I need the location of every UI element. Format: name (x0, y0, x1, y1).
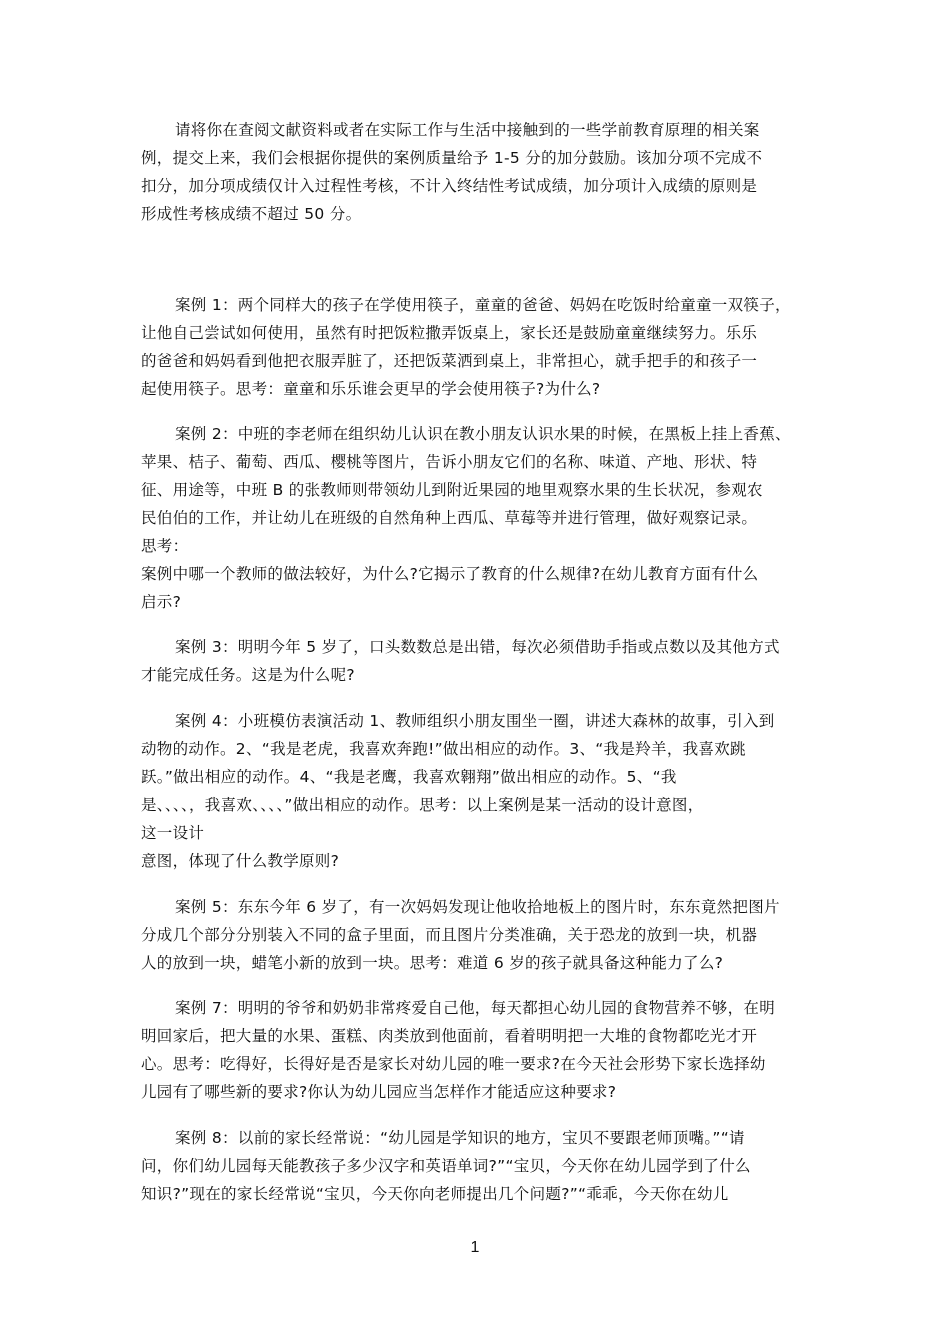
page-number: 1 (470, 1239, 480, 1256)
case-7-line: 案例 7：明明的爷爷和奶奶非常疼爱自己他，每天都担心幼儿园的食物营养不够，在明 (175, 999, 775, 1017)
case-3-line: 才能完成任务。这是为什么呢? (141, 666, 355, 684)
case-2-line: 思考： (141, 537, 189, 555)
case-5-line: 案例 5：东东今年 6 岁了，有一次妈妈发现让他收拾地板上的图片时，东东竟然把图片 (175, 898, 780, 916)
case-1-line: 起使用筷子。思考：童童和乐乐谁会更早的学会使用筷子?为什么? (141, 380, 601, 398)
case-8-line: 问，你们幼儿园每天能教孩子多少汉字和英语单词?”“宝贝，今天你在幼儿园学到了什么 (141, 1157, 751, 1175)
case-2-line: 民伯伯的工作，并让幼儿在班级的自然角种上西瓜、草莓等并进行管理，做好观察记录。 (141, 509, 758, 527)
case-1-line: 的爸爸和妈妈看到他把衣服弄脏了，还把饭菜洒到桌上，非常担心，就手把手的和孩子一 (141, 352, 758, 370)
case-4-line: 动物的动作。2、“我是老虎，我喜欢奔跑!”做出相应的动作。3、“我是羚羊，我喜欢跳 (141, 740, 746, 758)
case-2-line: 征、用途等，中班 B 的张教师则带领幼儿到附近果园的地里观察水果的生长状况，参观农 (141, 481, 763, 499)
case-3-line: 案例 3：明明今年 5 岁了，口头数数总是出错，每次必须借助手指或点数以及其他方式 (175, 638, 780, 656)
intro-line: 形成性考核成绩不超过 50 分。 (141, 205, 362, 223)
case-1-line: 案例 1：两个同样大的孩子在学使用筷子，童童的爸爸、妈妈在吃饭时给童童一双筷子， (175, 296, 791, 314)
case-4-line: 案例 4：小班模仿表演活动 1、教师组织小朋友围坐一圈，讲述大森林的故事，引入到 (175, 712, 775, 730)
case-1-line: 让他自己尝试如何使用，虽然有时把饭粒撒弄饭桌上，家长还是鼓励童童继续努力。乐乐 (141, 324, 758, 342)
case-7-line: 明回家后，把大量的水果、蛋糕、肉类放到他面前，看着明明把一大堆的食物都吃光才开 (141, 1027, 758, 1045)
case-2-line: 苹果、桔子、葡萄、西瓜、樱桃等图片，告诉小朋友它们的名称、味道、产地、形状、特 (141, 453, 758, 471)
case-5-line: 人的放到一块，蜡笔小新的放到一块。思考：难道 6 岁的孩子就具备这种能力了么? (141, 954, 724, 972)
case-2-line: 启示? (141, 593, 182, 611)
case-4-line: 是、、、、，我喜欢、、、、”做出相应的动作。思考：以上案例是某一活动的设计意图， (141, 796, 704, 814)
case-7-line: 心。思考：吃得好，长得好是否是家长对幼儿园的唯一要求?在今天社会形势下家长选择幼 (141, 1055, 766, 1073)
intro-line: 请将你在查阅文献资料或者在实际工作与生活中接触到的一些学前教育原理的相关案 (175, 121, 760, 139)
case-2-line: 案例中哪一个教师的做法较好，为什么?它揭示了教育的什么规律?在幼儿教育方面有什么 (141, 565, 759, 583)
case-7-line: 儿园有了哪些新的要求?你认为幼儿园应当怎样作才能适应这种要求? (141, 1083, 617, 1101)
case-4-line: 这一设计 (141, 824, 205, 842)
case-2-line: 案例 2：中班的李老师在组织幼儿认识在教小朋友认识水果的时候，在黑板上挂上香蕉、 (175, 425, 791, 443)
intro-line: 扣分，加分项成绩仅计入过程性考核，不计入终结性考试成绩，加分项计入成绩的原则是 (141, 177, 758, 195)
case-4-line: 意图，体现了什么教学原则? (141, 852, 340, 870)
intro-line: 例，提交上来，我们会根据你提供的案例质量给予 1-5 分的加分鼓励。该加分项不完成不 (141, 149, 763, 167)
case-5-line: 分成几个部分分别装入不同的盒子里面，而且图片分类准确，关于恐龙的放到一块，机器 (141, 926, 758, 944)
case-8-line: 知识?”现在的家长经常说“宝贝，今天你向老师提出几个问题?”“乖乖，今天你在幼儿 (141, 1185, 729, 1203)
case-8-line: 案例 8：以前的家长经常说：“幼儿园是学知识的地方，宝贝不要跟老师顶嘴。”“请 (175, 1129, 745, 1147)
case-4-line: 跃。”做出相应的动作。4、“我是老鹰，我喜欢翱翔”做出相应的动作。5、“我 (141, 768, 677, 786)
